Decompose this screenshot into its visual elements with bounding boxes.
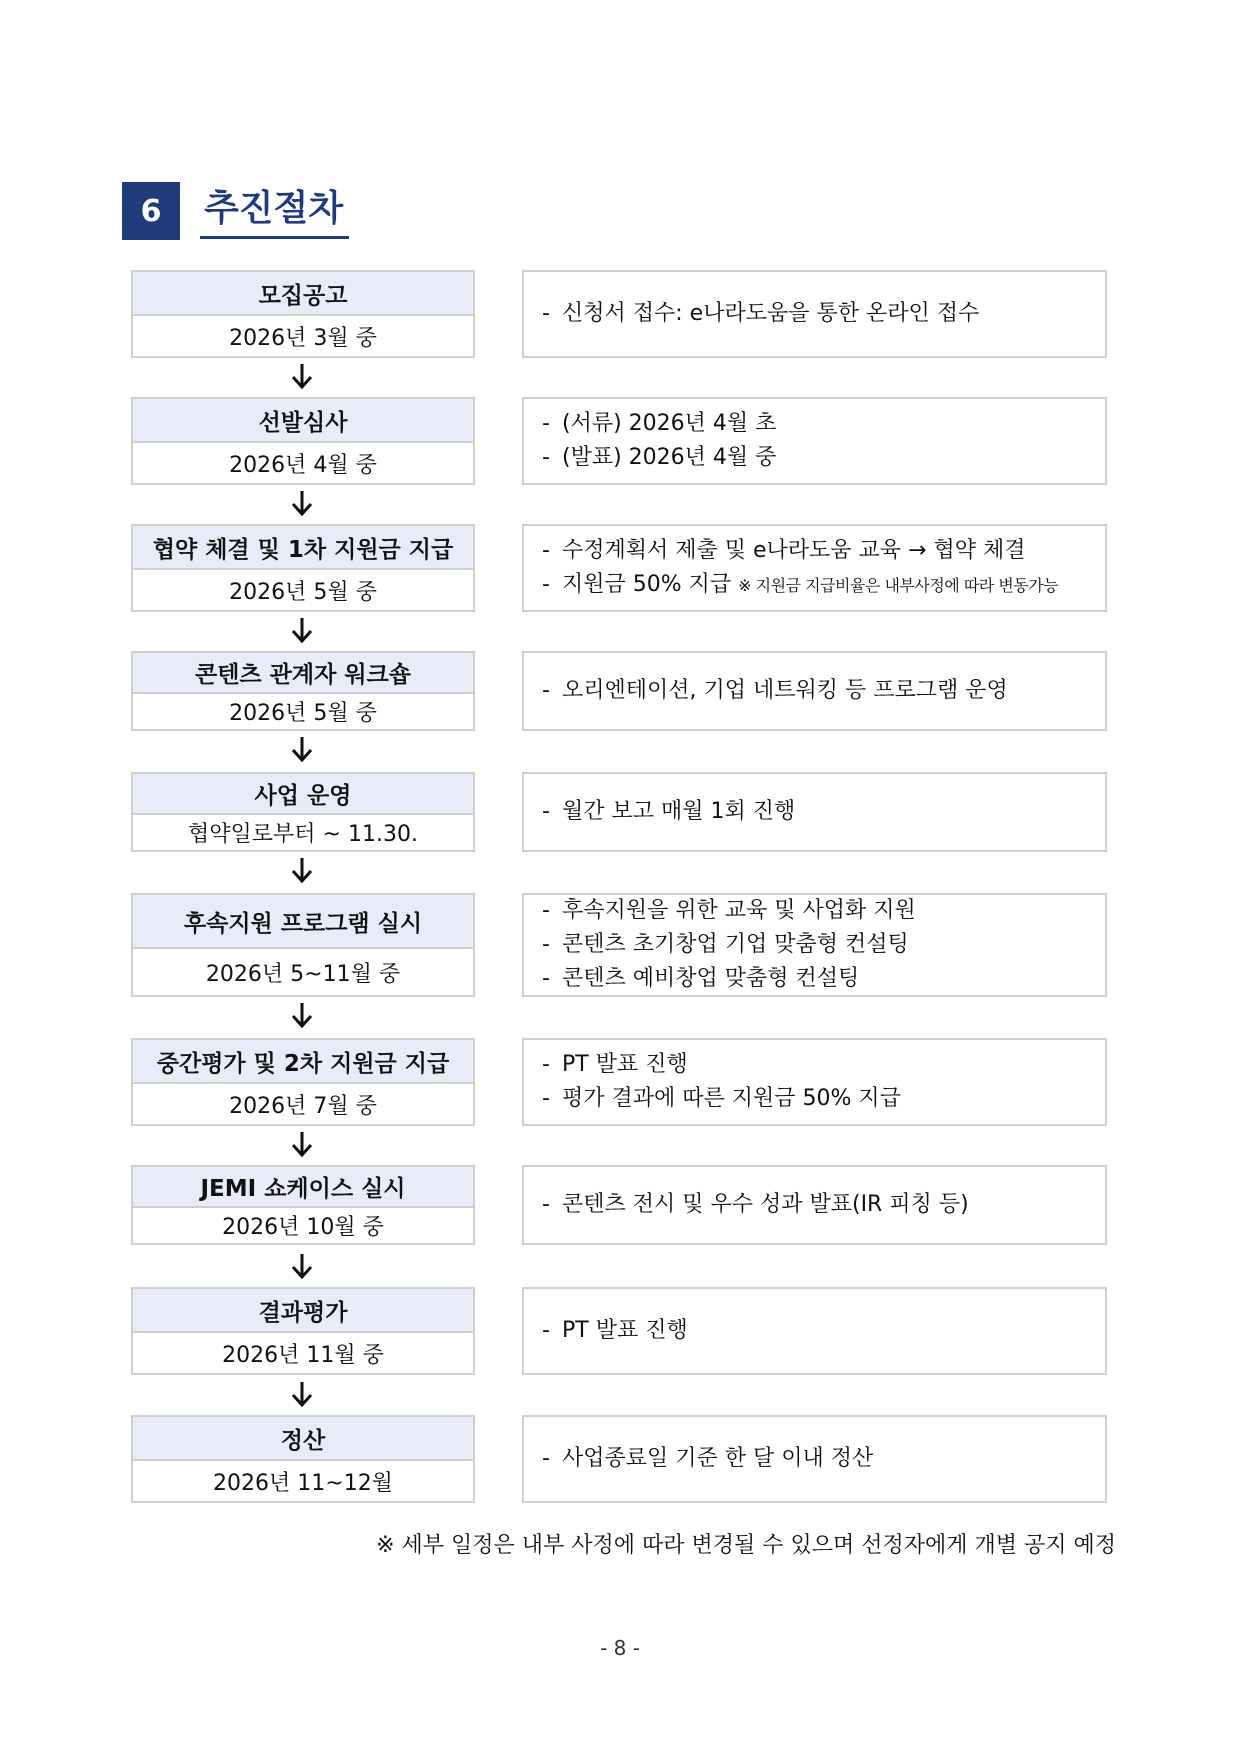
stage-date: 2026년 3월 중 <box>229 325 377 351</box>
stage-date: 2026년 7월 중 <box>229 1093 377 1119</box>
stage-date: 2026년 5월 중 <box>229 701 377 726</box>
stage-details <box>522 397 1107 485</box>
detail-line: - 콘텐츠 초기창업 기업 맞춤형 컨설팅 <box>542 932 909 957</box>
detail-line: - 사업종료일 기준 한 달 이내 정산 <box>542 1446 874 1471</box>
stage-box <box>131 270 475 358</box>
stage-date: 2026년 4월 중 <box>229 452 377 478</box>
stage-2 <box>0 524 1240 612</box>
down-arrow-icon <box>290 362 314 390</box>
stage-box <box>131 651 475 731</box>
stage-8 <box>0 1287 1240 1375</box>
stage-title: 선발심사 <box>133 399 473 443</box>
section-title: 추진절차 <box>200 182 349 239</box>
down-arrow-icon <box>290 616 314 644</box>
detail-line: - (서류) 2026년 4월 초 <box>542 411 777 436</box>
stage-title: 모집공고 <box>133 272 473 316</box>
down-arrow-icon <box>290 1380 314 1408</box>
stage-date: 2026년 5~11월 중 <box>205 961 401 987</box>
down-arrow-icon <box>290 856 314 884</box>
stage-title: JEMI 쇼케이스 실시 <box>133 1167 473 1208</box>
stage-4 <box>0 772 1240 852</box>
detail-line: - (발표) 2026년 4월 중 <box>542 445 777 470</box>
stage-date: 2026년 5월 중 <box>229 579 377 605</box>
stage-1 <box>0 397 1240 485</box>
detail-line: - 수정계획서 제출 및 e나라도움 교육 → 협약 체결 <box>542 537 1026 563</box>
stage-title: 결과평가 <box>133 1289 473 1333</box>
down-arrow-icon <box>290 1130 314 1158</box>
detail-line: - 신청서 접수: e나라도움을 통한 온라인 접수 <box>542 301 980 326</box>
stage-title: 중간평가 및 2차 지원금 지급 <box>133 1040 473 1084</box>
stage-details <box>522 1165 1107 1245</box>
down-arrow-icon <box>290 1252 314 1280</box>
detail-line: - 평가 결과에 따른 지원금 50% 지급 <box>542 1086 901 1111</box>
stage-title: 후속지원 프로그램 실시 <box>133 895 473 949</box>
stage-details <box>522 651 1107 731</box>
page-number: - 8 - <box>600 1636 640 1660</box>
section-header <box>122 182 362 240</box>
stage-title: 정산 <box>133 1417 473 1461</box>
stage-box <box>131 893 475 997</box>
stage-box <box>131 1415 475 1503</box>
stage-date: 2026년 11~12월 <box>213 1470 393 1496</box>
detail-line: - 월간 보고 매월 1회 진행 <box>542 799 796 824</box>
detail-line: - 지원금 50% 지급 ※ 지원금 지급비율은 내부사정에 따라 변동가능 <box>542 571 1059 597</box>
stage-title: 사업 운영 <box>133 774 473 815</box>
stage-box <box>131 524 475 612</box>
section-number: 6 <box>122 182 180 240</box>
stage-details <box>522 772 1107 852</box>
stage-details <box>522 524 1107 612</box>
stage-3 <box>0 651 1240 731</box>
stage-7 <box>0 1165 1240 1245</box>
stage-box <box>131 1165 475 1245</box>
stage-box <box>131 397 475 485</box>
stage-details <box>522 893 1107 997</box>
stage-box <box>131 1038 475 1126</box>
stage-title: 콘텐츠 관계자 워크숍 <box>133 653 473 694</box>
down-arrow-icon <box>290 735 314 763</box>
stage-details <box>522 1415 1107 1503</box>
stage-date: 2026년 11월 중 <box>222 1342 384 1368</box>
stage-details <box>522 1038 1107 1126</box>
down-arrow-icon <box>290 1001 314 1029</box>
stage-box <box>131 1287 475 1375</box>
detail-note: ※ 지원금 지급비율은 내부사정에 따라 변동가능 <box>738 575 1059 595</box>
stage-6 <box>0 1038 1240 1126</box>
stage-details <box>522 270 1107 358</box>
detail-line: - 콘텐츠 예비창업 맞춤형 컨설팅 <box>542 966 860 991</box>
stage-0 <box>0 270 1240 358</box>
stage-box <box>131 772 475 852</box>
detail-line: - 후속지원을 위한 교육 및 사업화 지원 <box>542 898 916 923</box>
stage-details <box>522 1287 1107 1375</box>
stage-title: 협약 체결 및 1차 지원금 지급 <box>133 526 473 570</box>
detail-line: - 오리엔테이션, 기업 네트워킹 등 프로그램 운영 <box>542 678 1008 703</box>
stage-date: 협약일로부터 ~ 11.30. <box>188 822 418 847</box>
detail-line: - 콘텐츠 전시 및 우수 성과 발표(IR 피칭 등) <box>542 1192 969 1217</box>
schedule-footnote: ※ 세부 일정은 내부 사정에 따라 변경될 수 있으며 선정자에게 개별 공지 예정 <box>376 1533 1116 1558</box>
detail-line: - PT 발표 진행 <box>542 1052 688 1077</box>
down-arrow-icon <box>290 489 314 517</box>
stage-date: 2026년 10월 중 <box>222 1215 384 1240</box>
stage-5 <box>0 893 1240 997</box>
stage-9 <box>0 1415 1240 1503</box>
detail-line: - PT 발표 진행 <box>542 1318 688 1343</box>
